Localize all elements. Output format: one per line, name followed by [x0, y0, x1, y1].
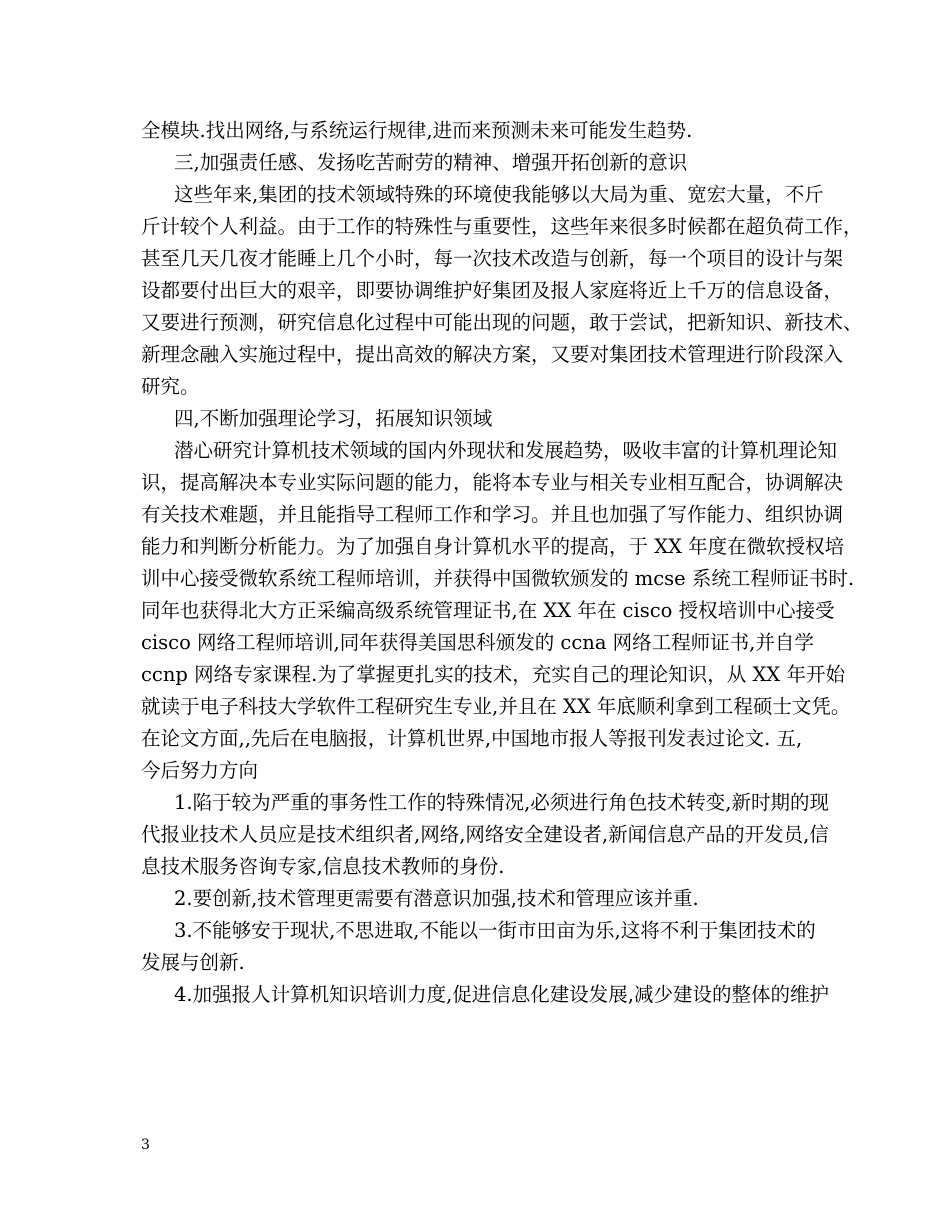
text-line: 甚至几天几夜才能睡上几个小时，每一次技术改造与创新，每一个项目的设计与架: [141, 247, 844, 270]
text-line: 3.不能够安于现状,不思进取,不能以一街市田亩为乐,这将不利于集团技术的: [174, 919, 816, 942]
text-line: 2.要创新,技术管理更需要有潜意识加强,技术和管理应该并重.: [174, 887, 699, 910]
text-line: 又要进行预测，研究信息化过程中可能出现的问题，敢于尝试，把新知识、新技术、: [141, 311, 863, 334]
text-line: 训中心接受微软系统工程师培训，并获得中国微软颁发的 mcse 系统工程师证书时.: [141, 567, 855, 590]
text-line: 研究。: [141, 375, 200, 398]
text-line: 设都要付出巨大的艰辛，即要协调维护好集团及报人家庭将近上千万的信息设备，: [141, 279, 844, 302]
page-number: 3: [141, 1137, 150, 1153]
text-line: 识，提高解决本专业实际问题的能力，能将本专业与相关专业相互配合，协调解决: [141, 471, 844, 494]
text-line: 全模块.找出网络,与系统运行规律,进而来预测未来可能发生趋势.: [141, 119, 693, 142]
document-body: [141, 115, 863, 1011]
text-line: 今后努力方向: [141, 759, 259, 782]
text-line: ccnp 网络专家课程.为了掌握更扎实的技术，充实自己的理论知识，从 XX 年开始: [141, 663, 845, 686]
text-line: 有关技术难题，并且能指导工程师工作和学习。并且也加强了写作能力、组织协调: [141, 503, 844, 526]
text-line: 1.陷于较为严重的事务性工作的特殊情况,必须进行角色技术转变,新时期的现: [174, 791, 830, 814]
text-line: 三,加强责任感、发扬吃苦耐劳的精神、增强开拓创新的意识: [174, 151, 688, 174]
text-line: 代报业技术人员应是技术组织者,网络,网络安全建设者,新闻信息产品的开发员,信: [141, 823, 829, 846]
text-line: 新理念融入实施过程中，提出高效的解决方案，又要对集团技术管理进行阶段深入: [141, 343, 844, 366]
text-line: 在论文方面,,先后在电脑报，计算机世界,中国地市报人等报刊发表过论文. 五,: [141, 727, 803, 750]
text-line: 就读于电子科技大学软件工程研究生专业,并且在 XX 年底顺利拿到工程硕士文凭。: [141, 695, 851, 718]
text-line: 发展与创新.: [141, 951, 245, 974]
text-line: cisco 网络工程师培训,同年获得美国思科颁发的 ccna 网络工程师证书,并自学: [141, 631, 814, 654]
text-line: 这些年来,集团的技术领域特殊的环境使我能够以大局为重、宽宏大量，不斤: [174, 183, 824, 206]
text-line: 息技术服务咨询专家,信息技术教师的身份.: [141, 855, 505, 878]
text-line: 四,不断加强理论学习，拓展知识领域: [174, 407, 493, 430]
text-line: 潜心研究计算机技术领域的国内外现状和发展趋势，吸收丰富的计算机理论知: [174, 439, 838, 462]
text-line: 斤计较个人利益。由于工作的特殊性与重要性，这些年来很多时候都在超负荷工作，: [141, 215, 863, 238]
text-line: 同年也获得北大方正采编高级系统管理证书,在 XX 年在 cisco 授权培训中心接受: [141, 599, 835, 622]
text-line: 4.加强报人计算机知识培训力度,促进信息化建设发展,减少建设的整体的维护: [174, 983, 830, 1006]
text-line: 能力和判断分析能力。为了加强自身计算机水平的提高，于 XX 年度在微软授权培: [141, 535, 845, 558]
